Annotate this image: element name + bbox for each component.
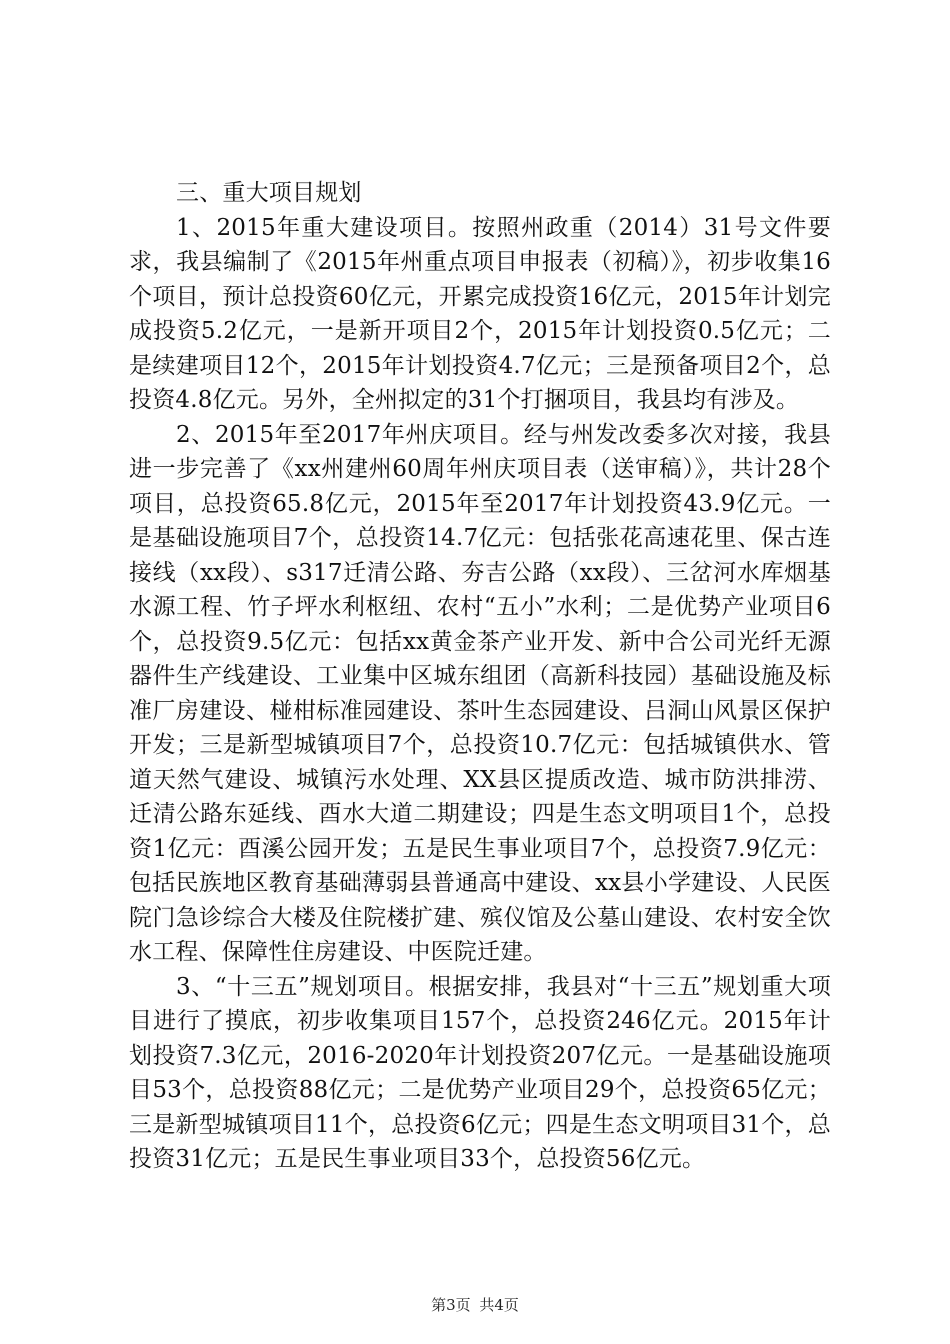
paragraph-2015-projects: 1、2015年重大建设项目。按照州政重（2014）31号文件要求，我县编制了《2015年州重点项目申报表（初稿）》，初步收集16个项目，预计总投资60亿元，开累完成投资16亿元，2015年计划完成投资5.2亿元，一是新开项目2个，2015年计划投资0.5亿元；二是续建项目12个，2015年计划投资4.7亿元；三是预备项目2个，总投资4.8亿元。另外，全州拟定的31个打捆项目，我县均有涉及。 [129,214,831,413]
paragraph-anniversary-projects: 2、2015年至2017年州庆项目。经与州发改委多次对接，我县进一步完善了《xx州建州60周年州庆项目表（送审稿）》，共计28个项目，总投资65.8亿元，2015年至2017年计划投资43.9亿元。一是基础设施项目7个，总投资14.7亿元：包括张花高速花里、保古连接线（xx段）、s317迁清公路、夯吉公路（xx段）、三岔河水库烟基水源工程、竹子坪水利枢纽、农村“五小”水利；二是优势产业项目6个，总投资9.5亿元：包括xx黄金茶产业开发、新中合公司光纤无源器件生产线建设、工业集中区城东组团（高新科技园）基础设施及标准厂房建设、椪柑标准园建设、茶叶生态园建设、吕洞山风景区保护开发；三是新型城镇项目7个，总投资10.7亿元：包括城镇供水、管道天然气建设、城镇污水处理、XX县区提质改造、城市防洪排涝、迁清公路东延线、酉水大道二期建设；四是生态文明项目1个，总投资1亿元：酉溪公园开发；五是民生事业项目7个，总投资7.9亿元：包括民族地区教育基础薄弱县普通高中建设、xx县小学建设、人民医院门急诊综合大楼及住院楼扩建、殡仪馆及公墓山建设、农村安全饮水工程、保障性住房建设、中医院迁建。 [129,421,831,965]
page-number: 第3页 [431,1296,471,1314]
section-heading: 三、重大项目规划 [176,180,362,206]
paragraph-13th-five-year-projects: 3、“十三五”规划项目。根据安排，我县对“十三五”规划重大项目进行了摸底，初步收集项目157个，总投资246亿元。2015年计划投资7.3亿元，2016-2020年计划投资207亿元。一是基础设施项目53个，总投资88亿元；二是优势产业项目29个，总投资65亿元；三是新型城镇项目11个，总投资6亿元；四是生态文明项目31个，总投资31亿元；五是民生事业项目33个，总投资56亿元。 [129,973,831,1172]
page-total: 共4页 [479,1296,519,1314]
document-body [129,176,831,1177]
page-footer [0,1296,950,1314]
